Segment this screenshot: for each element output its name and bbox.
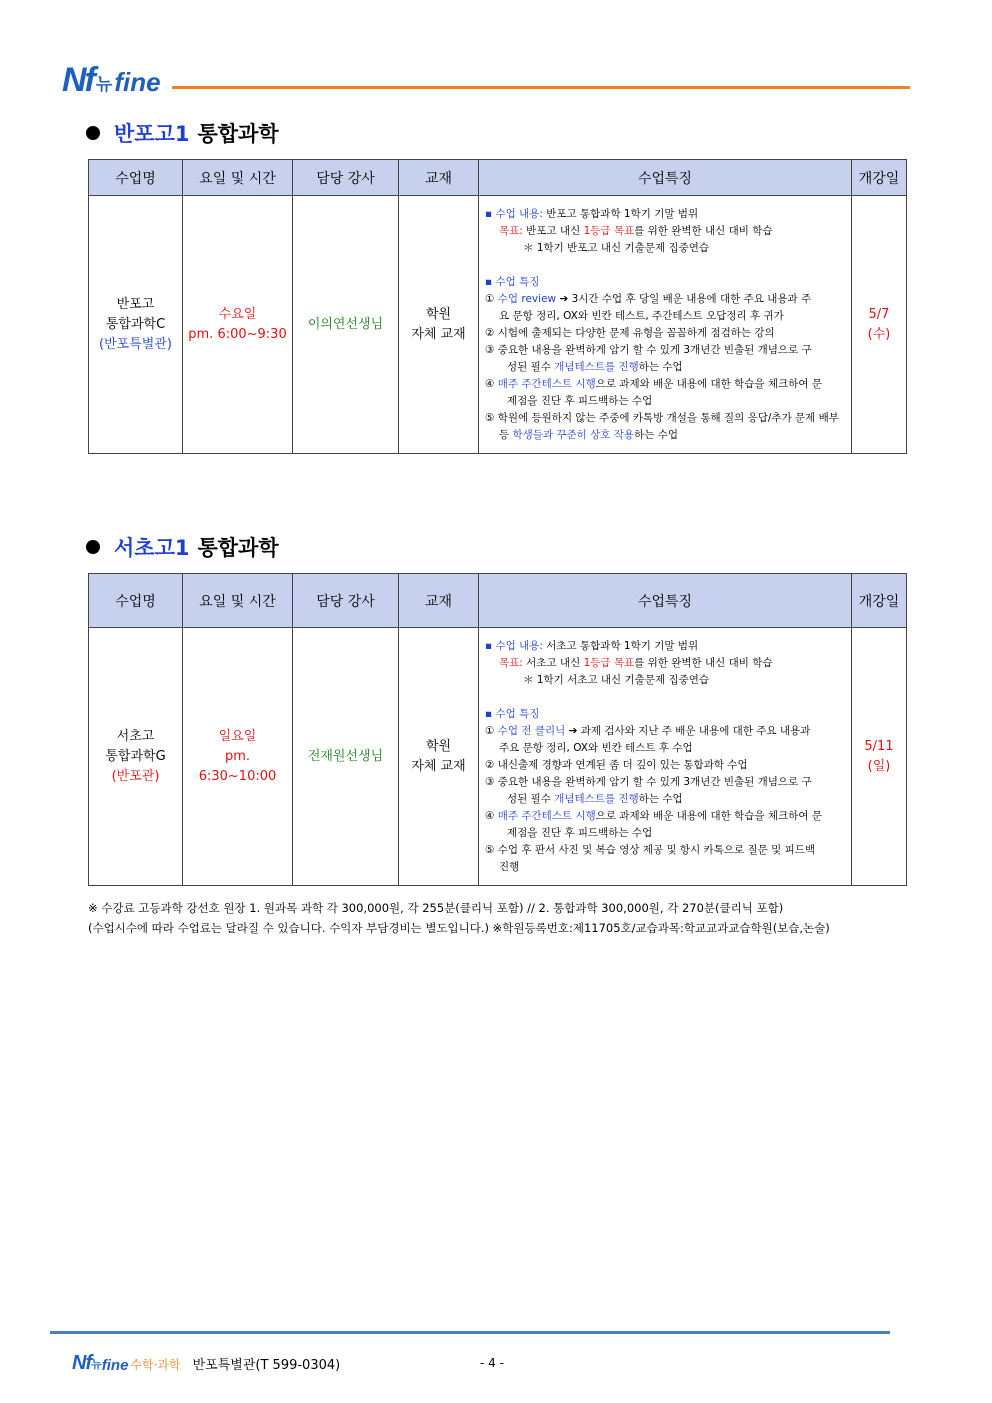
table-row: [89, 196, 907, 454]
section-subject: 통합과학: [197, 536, 279, 560]
textbook-cell: 학원 자체 교재: [399, 196, 479, 454]
registration-note: (수업시수에 따라 수업료는 달라질 수 있습니다. 수익자 부담경비는 별도입니다.) ※학원등록번호:제11705호/교습과목:학교교과교습학원(보습,논술): [88, 921, 830, 935]
bullet-dot-icon: [86, 126, 100, 140]
teacher-cell: 전재원선생님: [293, 628, 399, 886]
logo-nyu: 뉴: [95, 75, 113, 95]
textbook-cell: 학원 자체 교재: [399, 628, 479, 886]
footer-logo-fine: fine: [101, 1357, 129, 1374]
table-header-row: [89, 160, 907, 196]
section-title-2: [86, 532, 279, 562]
class-name-cell: 서초고 통합과학G (반포관): [89, 628, 183, 886]
header-cell: 수업명: [89, 160, 183, 196]
header-cell: 요일 및 시간: [183, 160, 293, 196]
footer-subtitle: 수학·과학: [130, 1358, 181, 1372]
logo-fine: fine: [114, 67, 161, 97]
features-cell: ▪ 수업 내용: 서초고 통합과학 1학기 기말 범위 목표: 서초고 내신 1등급 목표를 위한 완벽한 내신 대비 학습 ＊ 1학기 서초고 내신 기출문제 집중연습 ▪ 수업 특징 ① 수업 전 클리닉 ➔ 과제 검사와 지난 주 배운 내용에 대한 주요 내용과 주요 문항 정리, OX와 빈칸 테스트 후 수업 ② 내신출제 경향과 연계된 좀 더 깊이 있는 통합과학 수업 ③ 중요한 내용을 완벽하게 암기 할 수 있게 3개년간 빈출된 개념으로 구 성된 필수 개념테스트를 진행하는 수업 ④ 매주 주간테스트 시행으로 과제와 배운 내용에 대한 학습을 체크하여 문 제점을 진단 후 피드백하는 수업 ⑤ 수업 후 판서 사진 및 복습 영상 제공 및 항시 카톡으로 질문 및 피드백 진행: [479, 628, 852, 886]
tuition-note: ※ 수강료 고등과학 강선호 원장 1. 원과목 과학 각 300,000원, 각 255분(클리닉 포함) // 2. 통합과학 300,000원, 각 270분(클리닉 포함): [88, 901, 784, 915]
start-date-cell: 5/7 (수): [852, 196, 907, 454]
section-school: 서초고1: [114, 536, 190, 560]
header-cell: 요일 및 시간: [183, 574, 293, 628]
course-table-2: [88, 573, 907, 886]
logo-mark: Nf: [62, 61, 94, 99]
header-cell: 교재: [399, 574, 479, 628]
section-title-1: [86, 118, 279, 148]
schedule-cell: 수요일 pm. 6:00~9:30: [183, 196, 293, 454]
header-cell: 담당 강사: [293, 574, 399, 628]
header-cell: 수업특징: [479, 160, 852, 196]
course-table-1: [88, 159, 907, 454]
footer-logo-nyu: 뉴: [91, 1358, 102, 1371]
footer-divider: [50, 1331, 890, 1334]
section-subject: 통합과학: [197, 122, 279, 146]
features-cell: ▪ 수업 내용: 반포고 통합과학 1학기 기말 범위 목표: 반포고 내신 1등급 목표를 위한 완벽한 내신 대비 학습 ＊ 1학기 반포고 내신 기출문제 집중연습 ▪ 수업 특징 ① 수업 review ➔ 3시간 수업 후 당일 배운 내용에 대한 주요 내용과 주 요 문항 정리, OX와 빈칸 테스트, 주간테스트 오답정리 후 귀가 ② 시험에 출제되는 다양한 문제 유형을 꼼꼼하게 점검하는 강의 ③ 중요한 내용을 완벽하게 암기 할 수 있게 3개년간 빈출된 개념으로 구 성된 필수 개념테스트를 진행하는 수업 ④ 매주 주간테스트 시행으로 과제와 배운 내용에 대한 학습을 체크하여 문 제점을 진단 후 피드백하는 수업 ⑤ 학원에 등원하지 않는 주중에 카톡방 개설을 통해 질의 응답/추가 문제 배부 등 학생들과 꾸준히 상호 작용하는 수업: [479, 196, 852, 454]
header-cell: 개강일: [852, 574, 907, 628]
table-header-row: [89, 574, 907, 628]
header-cell: 수업명: [89, 574, 183, 628]
header-logo: [62, 60, 161, 100]
footer: [72, 1352, 340, 1375]
header-cell: 교재: [399, 160, 479, 196]
footer-branch: 반포특별관(T 599-0304): [192, 1358, 341, 1373]
section-school: 반포고1: [114, 122, 190, 146]
teacher-cell: 이의연선생님: [293, 196, 399, 454]
schedule-cell: 일요일 pm. 6:30~10:00: [183, 628, 293, 886]
bullet-dot-icon: [86, 540, 100, 554]
footer-logo-mark: Nf: [72, 1352, 92, 1374]
table-row: [89, 628, 907, 886]
header-cell: 담당 강사: [293, 160, 399, 196]
class-name-cell: 반포고 통합과학C (반포특별관): [89, 196, 183, 454]
header-divider: [172, 86, 910, 89]
header-cell: 수업특징: [479, 574, 852, 628]
header-cell: 개강일: [852, 160, 907, 196]
page-number: - 4 -: [480, 1356, 504, 1370]
start-date-cell: 5/11 (일): [852, 628, 907, 886]
